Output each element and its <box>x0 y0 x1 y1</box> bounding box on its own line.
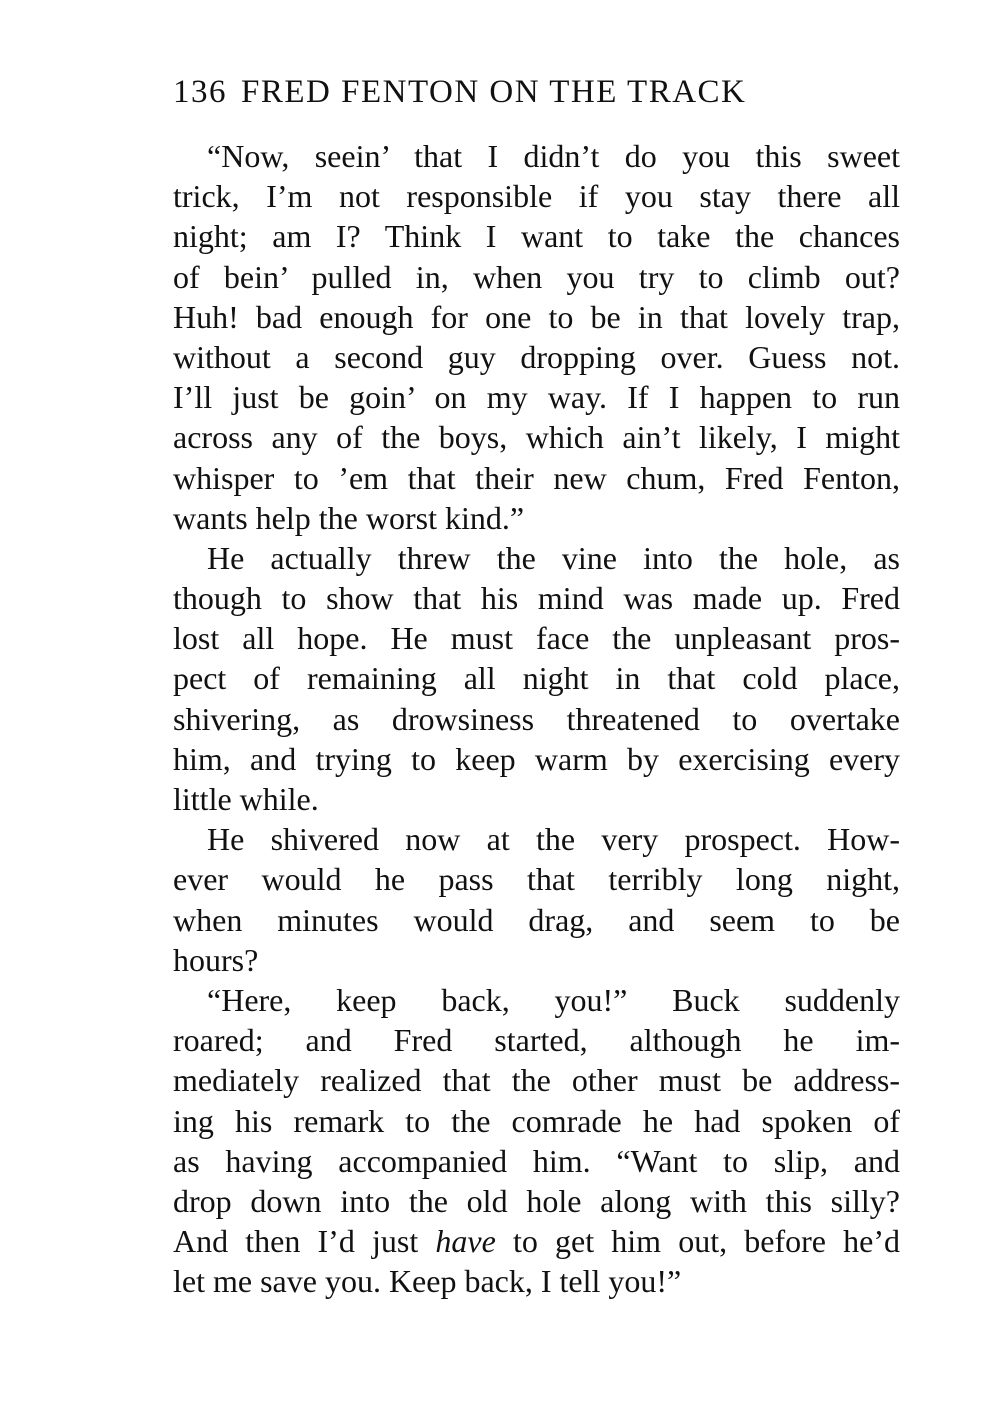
text-line: trick, I’m not responsible if you stay there all <box>173 178 900 215</box>
text-line: hours? <box>173 941 259 978</box>
text-line: of bein’ pulled in, when you try to climb out? <box>173 258 900 295</box>
text-line: mediately realized that the other must be address- <box>173 1062 900 1099</box>
text-line: whisper to ’em that their new chum, Fred Fenton, <box>173 459 900 496</box>
text-line: lost all hope. He must face the unpleasant pros- <box>173 620 900 657</box>
text-line: He shivered now at the very prospect. How- <box>207 821 900 858</box>
running-head <box>173 72 873 112</box>
text-line: when minutes would drag, and seem to be <box>173 901 900 938</box>
header-title: FRED FENTON ON THE TRACK <box>241 74 747 110</box>
text-line: across any of the boys, which ain’t likely, I might <box>173 419 900 456</box>
text-line: drop down into the old hole along with this silly? <box>173 1182 900 1219</box>
text-line: night; am I? Think I want to take the chances <box>173 218 900 255</box>
text-line <box>173 1221 900 1261</box>
text-line: ever would he pass that terribly long night, <box>173 861 900 898</box>
text-line: let me save you. Keep back, I tell you!” <box>173 1263 682 1300</box>
text-fragment: And then I’d just <box>173 1223 436 1260</box>
text-line: without a second guy dropping over. Guess not. <box>173 338 900 375</box>
text-line: though to show that his mind was made up. Fred <box>173 580 900 617</box>
text-fragment: to get him out, before he’d <box>495 1223 900 1260</box>
emphasis-text: have <box>435 1223 496 1260</box>
text-line: wants help the worst kind.” <box>173 499 525 536</box>
text-line: I’ll just be goin’ on my way. If I happen to run <box>173 379 900 416</box>
text-line: pect of remaining all night in that cold place, <box>173 660 900 697</box>
text-line: Huh! bad enough for one to be in that lovely trap, <box>173 298 900 335</box>
text-line: little while. <box>173 781 319 817</box>
text-line: shivering, as drowsiness threatened to overtake <box>173 700 900 737</box>
text-line: “Here, keep back, you!” Buck suddenly <box>207 981 900 1018</box>
text-line: “Now, seein’ that I didn’t do you this sweet <box>207 138 900 174</box>
body-text <box>173 136 900 1301</box>
text-line: ing his remark to the comrade he had spoken of <box>173 1102 900 1139</box>
text-line: He actually threw the vine into the hole, as <box>207 539 900 576</box>
page-number: 136 <box>173 74 227 110</box>
text-line: him, and trying to keep warm by exercising every <box>173 740 900 777</box>
text-line: roared; and Fred started, although he im- <box>173 1022 900 1059</box>
text-line: as having accompanied him. “Want to slip, and <box>173 1142 900 1179</box>
